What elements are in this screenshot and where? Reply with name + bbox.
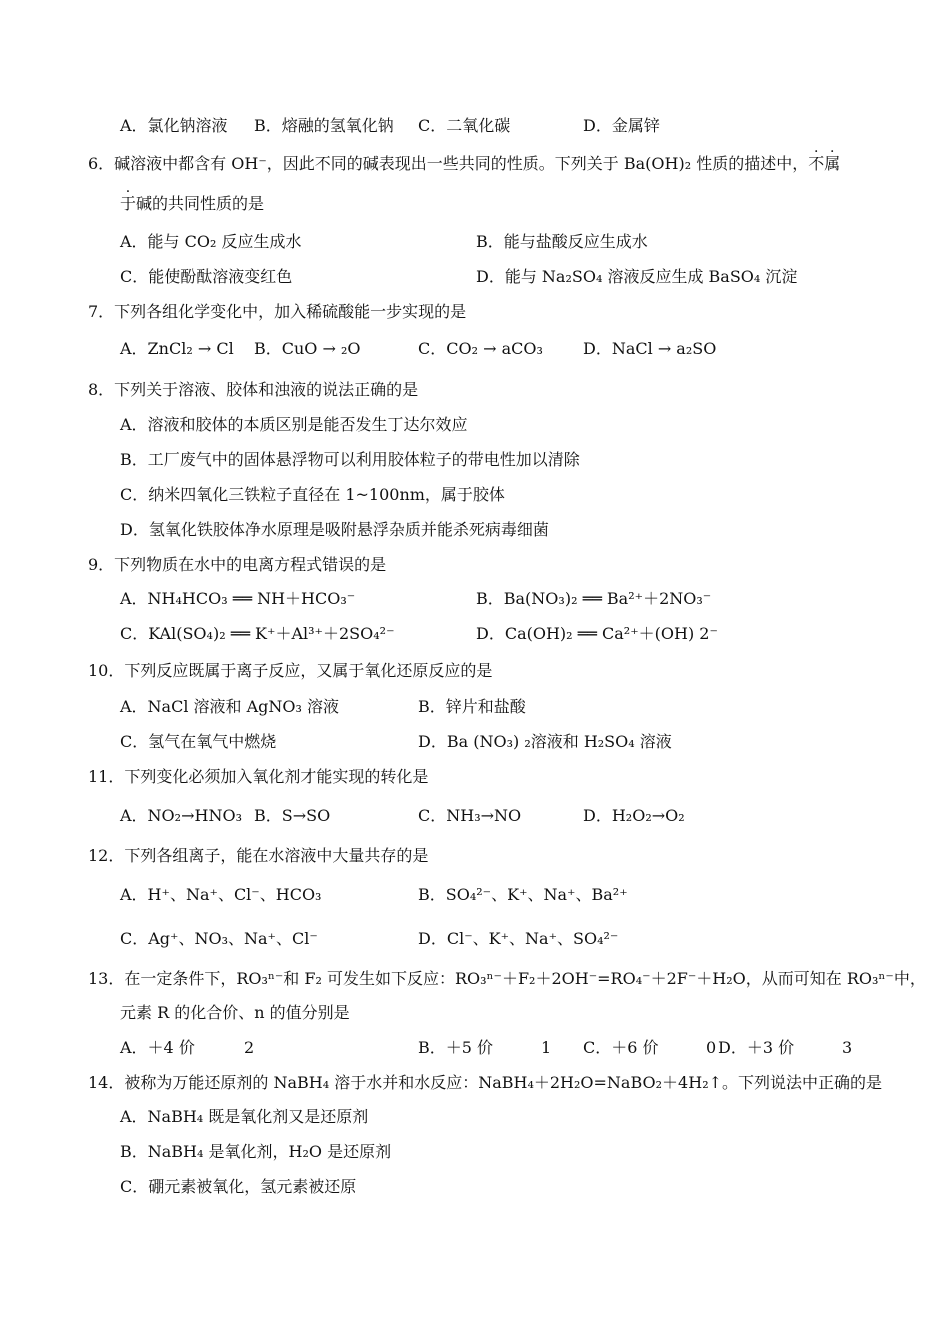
q6-option-c: C．能使酚酞溶液变红色	[120, 267, 293, 286]
q6-stem-text: 6．碱溶液中都含有 OH⁻，因此不同的碱表现出一些共同的性质。下列关于 Ba(OH)₂ 性质的描述中，	[88, 154, 809, 173]
q7-option-a: A．ZnCl₂ → Cl	[120, 339, 234, 358]
q7-option-d: D．NaCl → a₂SO	[583, 339, 717, 358]
q13-option-c-label: C．＋6 价	[583, 1038, 659, 1057]
q5-option-d: D．金属锌	[583, 116, 660, 135]
q14-option-b: B．NaBH₄ 是氧化剂，H₂O 是还原剂	[120, 1142, 392, 1161]
q8-stem: 8．下列关于溶液、胶体和浊液的说法正确的是	[88, 380, 419, 399]
q13-option-b-value: 1	[541, 1038, 552, 1057]
q13-option-a-label: A．＋4 价	[120, 1038, 195, 1057]
q9-option-d: D．Ca(OH)₂ ══ Ca²⁺＋(OH) 2⁻	[476, 624, 718, 643]
q12-option-c: C．Ag⁺、NO₃、Na⁺、Cl⁻	[120, 929, 318, 948]
q13-stem-cont: 元素 R 的化合价、n 的值分别是	[120, 1003, 350, 1022]
q5-option-a: A．氯化钠溶液	[120, 116, 228, 135]
q12-stem: 12．下列各组离子，能在水溶液中大量共存的是	[88, 846, 429, 865]
q8-option-d: D．氢氧化铁胶体净水原理是吸附悬浮杂质并能杀死病毒细菌	[120, 520, 549, 539]
q5-option-c: C．二氧化碳	[418, 116, 511, 135]
q6-option-a: A．能与 CO₂ 反应生成水	[120, 232, 302, 251]
q6-option-d: D．能与 Na₂SO₄ 溶液反应生成 BaSO₄ 沉淀	[476, 267, 798, 286]
q9-option-b: B．Ba(NO₃)₂ ══ Ba²⁺＋2NO₃⁻	[476, 589, 712, 608]
q13-option-d-label: D．＋3 价	[718, 1038, 795, 1057]
q9-option-c: C．KAl(SO₄)₂ ══ K⁺＋Al³⁺＋2SO₄²⁻	[120, 624, 395, 643]
q12-option-a: A．H⁺、Na⁺、Cl⁻、HCO₃	[120, 885, 322, 904]
q10-option-c: C．氢气在氧气中燃烧	[120, 732, 277, 751]
q9-stem: 9．下列物质在水中的电离方程式错误的是	[88, 555, 387, 574]
q10-option-b: B．锌片和盐酸	[418, 697, 526, 716]
q11-option-a: A．NO₂→HNO₃	[120, 806, 242, 825]
q9-option-a: A．NH₄HCO₃ ══ NH＋HCO₃⁻	[120, 589, 356, 608]
q13-stem: 13．在一定条件下，RO₃ⁿ⁻和 F₂ 可发生如下反应：RO₃ⁿ⁻＋F₂＋2OH⁻=RO₄⁻＋2F⁻＋H₂O，从而可知在 RO₃ⁿ⁻中，	[88, 969, 926, 988]
q10-option-d: D．Ba (NO₃) ₂溶液和 H₂SO₄ 溶液	[418, 732, 672, 751]
q14-stem: 14．被称为万能还原剂的 NaBH₄ 溶于水并和水反应：NaBH₄＋2H₂O=NaBO₂＋4H₂↑。下列说法中正确的是	[88, 1073, 883, 1092]
q13-option-c-value: 0	[706, 1038, 717, 1057]
q10-option-a: A．NaCl 溶液和 AgNO₃ 溶液	[120, 697, 340, 716]
q6-stem-text: 碱的共同性质的是	[136, 194, 265, 213]
q6-stem-cont	[120, 194, 264, 214]
q12-option-b: B．SO₄²⁻、K⁺、Na⁺、Ba²⁺	[418, 885, 628, 904]
q6-emph-char: 不	[808, 154, 825, 173]
q6-emph-char: 属	[824, 154, 841, 173]
q11-option-d: D．H₂O₂→O₂	[583, 806, 685, 825]
q11-option-c: C．NH₃→NO	[418, 806, 522, 825]
q8-option-a: A．溶液和胶体的本质区别是能否发生丁达尔效应	[120, 415, 468, 434]
q8-option-b: B．工厂废气中的固体悬浮物可以利用胶体粒子的带电性加以清除	[120, 450, 580, 469]
q11-option-b: B．S→SO	[254, 806, 331, 825]
q10-stem: 10．下列反应既属于离子反应，又属于氧化还原反应的是	[88, 661, 493, 680]
q13-option-d-value: 3	[842, 1038, 853, 1057]
q8-option-c: C．纳米四氧化三铁粒子直径在 1~100nm，属于胶体	[120, 485, 505, 504]
q13-option-b-label: B．＋5 价	[418, 1038, 494, 1057]
q14-option-c: C．硼元素被氧化，氢元素被还原	[120, 1177, 357, 1196]
q6-stem	[88, 154, 840, 174]
q5-option-b: B．熔融的氢氧化钠	[254, 116, 394, 135]
q6-emph-char: 于	[120, 194, 137, 213]
q7-option-c: C．CO₂ → aCO₃	[418, 339, 543, 358]
q7-option-b: B．CuO → ₂O	[254, 339, 361, 358]
q12-option-d: D．Cl⁻、K⁺、Na⁺、SO₄²⁻	[418, 929, 619, 948]
q11-stem: 11．下列变化必须加入氧化剂才能实现的转化是	[88, 767, 429, 786]
q6-option-b: B．能与盐酸反应生成水	[476, 232, 648, 251]
q13-option-a-value: 2	[244, 1038, 255, 1057]
q7-stem: 7．下列各组化学变化中，加入稀硫酸能一步实现的是	[88, 302, 467, 321]
q14-option-a: A．NaBH₄ 既是氧化剂又是还原剂	[120, 1107, 369, 1126]
